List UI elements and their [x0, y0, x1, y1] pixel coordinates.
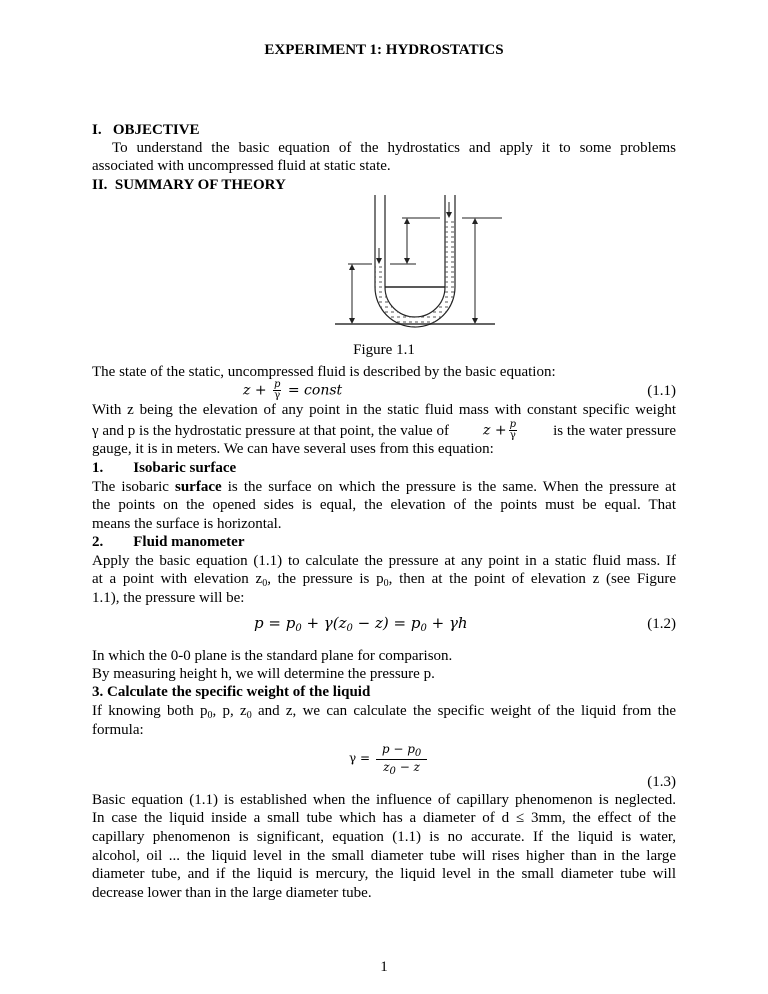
- equation-1-3: [349, 742, 429, 775]
- paragraph-line: [92, 420, 676, 441]
- denominator: $z_0 - z$: [383, 760, 420, 777]
- text-segment: γ and p is the hydrostatic pressure at that point, the value of: [92, 422, 449, 439]
- page-number: 1: [380, 959, 388, 975]
- paragraph-line: formula:: [92, 722, 144, 738]
- eq-rhs: = const: [287, 382, 343, 399]
- subheading-specific-weight: 3. Calculate the specific weight of the liquid: [92, 684, 371, 700]
- paragraph-line: Basic equation (1.1) is established when the influence of capillary phenomenon is neglected.: [92, 792, 676, 808]
- paragraph-line: To understand the basic equation of the hydrostatics and apply it to some problems: [112, 140, 676, 156]
- paragraph-line: 1.1), the pressure will be:: [92, 590, 245, 606]
- paragraph-line: diameter tube, and if the liquid is mercury, the liquid level in the small diameter tube will: [92, 866, 676, 882]
- paragraph-line: means the surface is horizontal.: [92, 516, 282, 532]
- equation-number: (1.3): [647, 774, 676, 790]
- subheading-manometer: 2. Fluid manometer: [92, 534, 245, 550]
- eq-lhs: z +: [243, 382, 267, 399]
- paragraph-line: If knowing both $p_0$, p, $z_0$ and z, we can calculate the specific weight of the liquid from the: [92, 703, 676, 721]
- u-tube-manometer-figure: [330, 190, 515, 330]
- paragraph-line: In case the liquid inside a small tube which has a diameter of d ≤ 3mm, the effect of the: [92, 810, 676, 826]
- paragraph-line: alcohol, oil ... the liquid level in the small diameter tube will rises higher than in the large: [92, 848, 676, 864]
- fraction: [376, 742, 427, 775]
- paragraph-line: Apply the basic equation (1.1) to calculate the pressure at any point in a static fluid mass. If: [92, 553, 676, 569]
- equation-1-2: $p = p_0 + \gamma(z_0 - z) = p_0 + \gamma h$: [254, 614, 468, 634]
- equation-number: (1.1): [647, 383, 676, 399]
- equation-number: (1.2): [647, 616, 676, 632]
- paragraph-line: The state of the static, uncompressed fluid is described by the basic equation:: [92, 364, 556, 380]
- paragraph-line: The isobaric surface is the surface on which the pressure is the same. When the pressure at: [92, 479, 676, 495]
- inline-equation: [483, 420, 519, 441]
- text-segment: is the water pressure: [553, 422, 676, 439]
- document-title: EXPERIMENT 1: HYDROSTATICS: [264, 42, 504, 58]
- paragraph-line: In which the 0-0 plane is the standard plane for comparison.: [92, 648, 453, 664]
- paragraph-line: With z being the elevation of any point in the static fluid mass with constant specific weight: [92, 402, 676, 418]
- paragraph-line: associated with uncompressed fluid at static state.: [92, 158, 391, 174]
- section-heading-objective: I. OBJECTIVE: [92, 122, 200, 138]
- eq-expr: z +: [483, 422, 507, 439]
- section-heading-theory: II. SUMMARY OF THEORY: [92, 177, 286, 193]
- figure-caption: Figure 1.1: [353, 342, 415, 358]
- paragraph-line: decrease lower than in the large diameter tube.: [92, 885, 372, 901]
- numerator: p: [509, 419, 517, 430]
- numerator: p: [274, 379, 281, 390]
- denominator: γ: [274, 390, 281, 401]
- fraction: [509, 420, 517, 441]
- paragraph-line: capillary phenomenon is significant, equation (1.1) is no accurate. If the liquid is water,: [92, 829, 676, 845]
- paragraph-line: gauge, it is in meters. We can have several uses from this equation:: [92, 441, 494, 457]
- paragraph-line: the points on the opened sides is equal, the elevation of the points must be equal. That: [92, 497, 676, 513]
- fraction: [273, 380, 281, 401]
- eq-lhs: γ =: [349, 751, 371, 765]
- numerator: $p - p_0$: [376, 742, 427, 760]
- subheading-isobaric: 1. Isobaric surface: [92, 460, 237, 476]
- paragraph-line: at a point with elevation $z_0$, the pressure is $p_0$, then at the point of elevation z (see Figure: [92, 571, 677, 589]
- denominator: γ: [509, 430, 516, 441]
- paragraph-line: By measuring height h, we will determine the pressure p.: [92, 666, 435, 682]
- equation-1-1: [243, 380, 342, 401]
